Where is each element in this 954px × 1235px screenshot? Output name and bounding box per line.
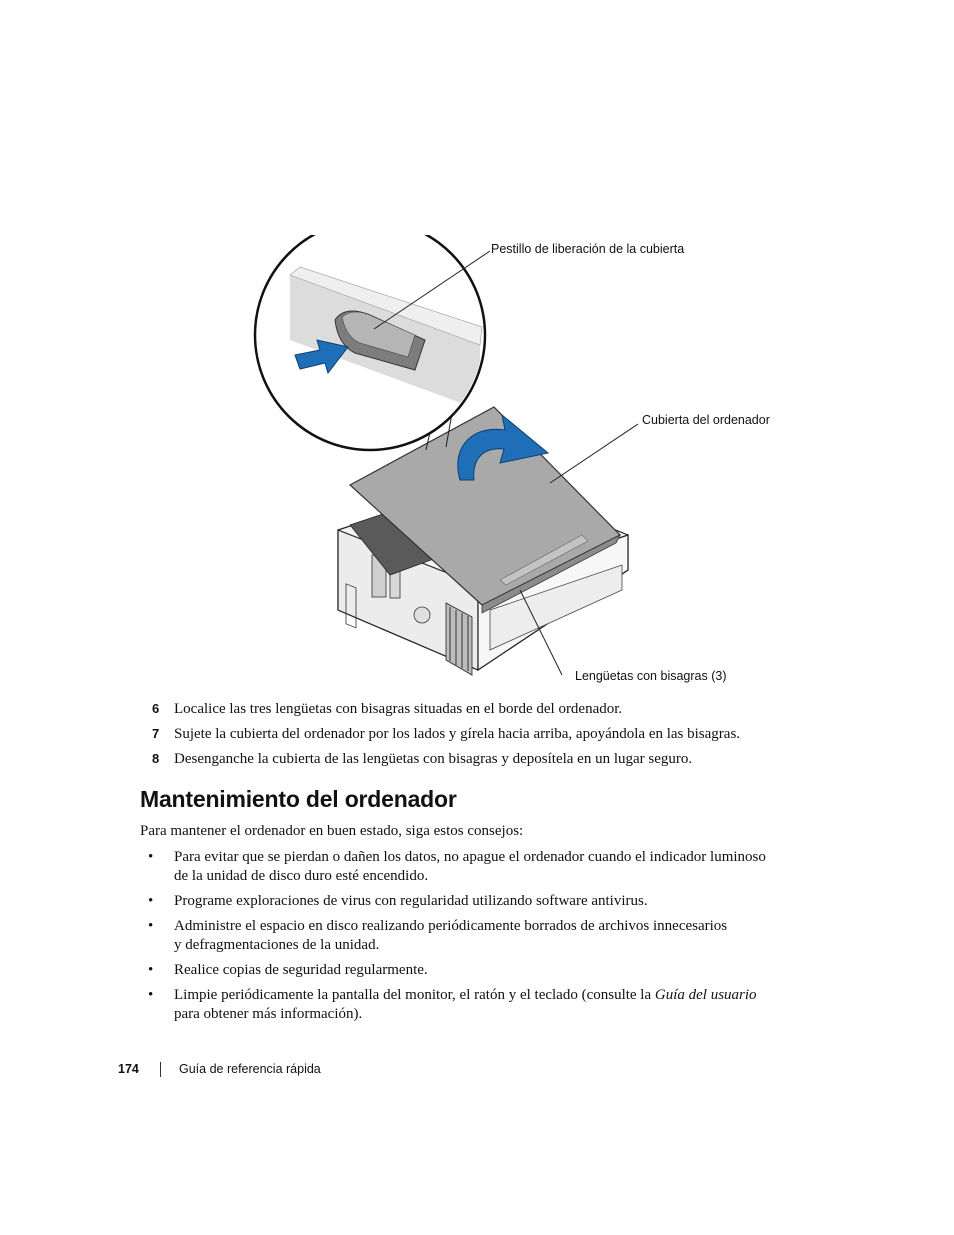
page-number: 174 xyxy=(118,1062,139,1076)
callout-cover: Cubierta del ordenador xyxy=(642,413,770,427)
bullet-marker: • xyxy=(148,962,154,978)
bullet-text-line: de la unidad de disco duro esté encendido. xyxy=(174,868,429,884)
step-text: Desenganche la cubierta de las lengüetas con bisagras y deposítela en un lugar seguro. xyxy=(174,751,693,767)
bullet-marker: • xyxy=(148,893,154,909)
bullet-text-line: Programe exploraciones de virus con regularidad utilizando software antivirus. xyxy=(174,893,648,909)
callout-latch: Pestillo de liberación de la cubierta xyxy=(491,242,685,256)
step-number: 8 xyxy=(152,751,160,766)
bullet-marker: • xyxy=(148,849,154,865)
callout-hinges: Lengüetas con bisagras (3) xyxy=(575,669,727,683)
bullet-text-line: Limpie periódicamente la pantalla del monitor, el ratón y el teclado (consulte la xyxy=(174,987,655,1003)
cover-removal-illustration xyxy=(250,235,810,690)
magnifier-circle-icon xyxy=(255,235,485,450)
step-number: 6 xyxy=(152,701,160,716)
user-guide-reference: Guía del usuario xyxy=(654,987,757,1003)
bullet-text-line: Para evitar que se pierdan o dañen los datos, no apague el ordenador cuando el indicador luminoso xyxy=(174,849,766,865)
bullet-text-line: Realice copias de seguridad regularmente. xyxy=(174,962,428,978)
footer-title: Guía de referencia rápida xyxy=(179,1062,321,1076)
section-intro: Para mantener el ordenador en buen estado, siga estos consejos: xyxy=(140,823,524,839)
step-text: Localice las tres lengüetas con bisagras situadas en el borde del ordenador. xyxy=(174,701,623,717)
bullet-text-line: Administre el espacio en disco realizando periódicamente borrados de archivos innecesarios xyxy=(174,918,728,934)
step-text: Sujete la cubierta del ordenador por los lados y gírela hacia arriba, apoyándola en las bisagras. xyxy=(174,726,741,742)
bullet-marker: • xyxy=(148,987,154,1003)
footer-divider xyxy=(160,1062,161,1077)
step-number: 7 xyxy=(152,726,160,741)
bullet-text-line: para obtener más información). xyxy=(174,1006,363,1022)
section-title: Mantenimiento del ordenador xyxy=(140,786,457,812)
bullet-marker: • xyxy=(148,918,154,934)
bullet-text-line: y defragmentaciones de la unidad. xyxy=(174,937,380,953)
